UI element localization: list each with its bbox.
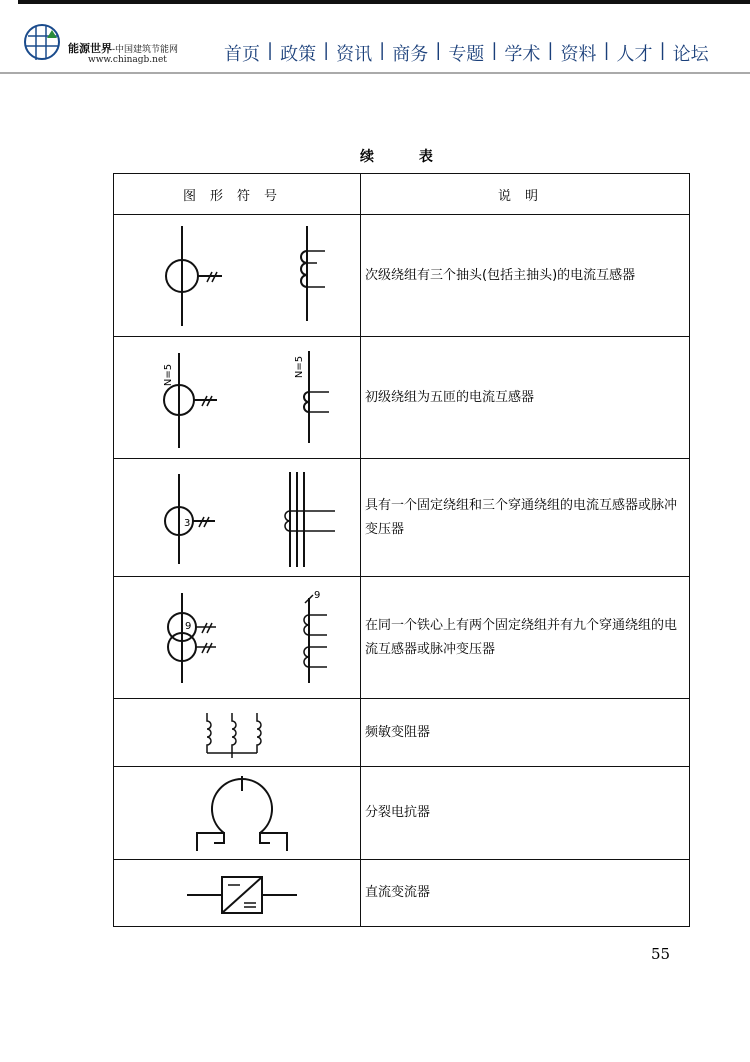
row-description: 直流变流器 — [361, 860, 690, 927]
symbol-cell — [114, 215, 361, 337]
header-symbol: 图形符号 — [114, 174, 361, 215]
nav-separator: | — [267, 40, 274, 61]
symbol-cell — [114, 577, 361, 699]
nav-item[interactable]: 首页 — [224, 44, 260, 65]
nav-separator: | — [379, 40, 386, 61]
current-transformer-5turn-symbol — [127, 343, 347, 453]
pulse-transformer-3-symbol — [127, 464, 347, 572]
nav-item[interactable]: 商务 — [392, 44, 429, 65]
symbol-table — [113, 173, 690, 927]
turns-label: N=5 — [163, 363, 174, 386]
page-number: 55 — [651, 945, 671, 963]
nav-separator: | — [603, 40, 610, 61]
symbol-cell — [114, 767, 361, 860]
nav-separator: | — [435, 40, 442, 61]
symbol-cell — [114, 459, 361, 577]
top-bar — [18, 0, 750, 4]
logo-sub: -中国建筑节能网 — [112, 45, 179, 55]
symbol-cell — [114, 860, 361, 927]
winding-count-label: 3 — [184, 517, 191, 529]
nav-item[interactable]: 学术 — [504, 44, 541, 65]
winding-count-label: 9 — [185, 620, 192, 632]
row-description: 分裂电抗器 — [361, 767, 690, 860]
dc-converter-symbol — [127, 863, 347, 923]
nav-separator: | — [659, 40, 666, 61]
nav-item[interactable]: 政策 — [280, 44, 317, 65]
nav-separator: | — [323, 40, 330, 61]
table-title: 续 表 — [360, 149, 453, 165]
split-reactor-symbol — [127, 771, 347, 856]
nav-item[interactable]: 专题 — [448, 44, 485, 65]
nav-item[interactable]: 人才 — [616, 44, 653, 65]
row-description: 频敏变阻器 — [361, 699, 690, 767]
logo-name: 能源世界 — [68, 42, 112, 55]
site-logo[interactable] — [18, 20, 198, 70]
frequency-sensitive-rheostat-symbol — [127, 703, 347, 763]
winding-count-label-2: 9 — [314, 589, 321, 601]
nav-item[interactable]: 资讯 — [336, 44, 373, 65]
row-description: 次级绕组有三个抽头(包括主抽头)的电流互感器 — [361, 215, 690, 337]
turns-label-2: N=5 — [294, 355, 305, 378]
header-divider — [0, 72, 750, 74]
symbol-cell — [114, 337, 361, 459]
main-nav — [224, 40, 709, 66]
nav-item[interactable]: 论坛 — [672, 44, 709, 65]
row-description: 初级绕组为五匝的电流互感器 — [361, 337, 690, 459]
row-description: 具有一个固定绕组和三个穿通绕组的电流互感器或脉冲变压器 — [361, 459, 690, 577]
header-desc: 说明 — [361, 174, 690, 215]
globe-icon — [22, 20, 66, 64]
nav-separator: | — [547, 40, 554, 61]
pulse-transformer-9-symbol — [127, 583, 347, 693]
logo-url: www.chinagb.net — [88, 55, 167, 65]
symbol-cell — [114, 699, 361, 767]
current-transformer-3tap-symbol — [127, 221, 347, 331]
nav-item[interactable]: 资料 — [560, 44, 597, 65]
row-description: 在同一个铁心上有两个固定绕组并有九个穿通绕组的电流互感器或脉冲变压器 — [361, 577, 690, 699]
nav-separator: | — [491, 40, 498, 61]
